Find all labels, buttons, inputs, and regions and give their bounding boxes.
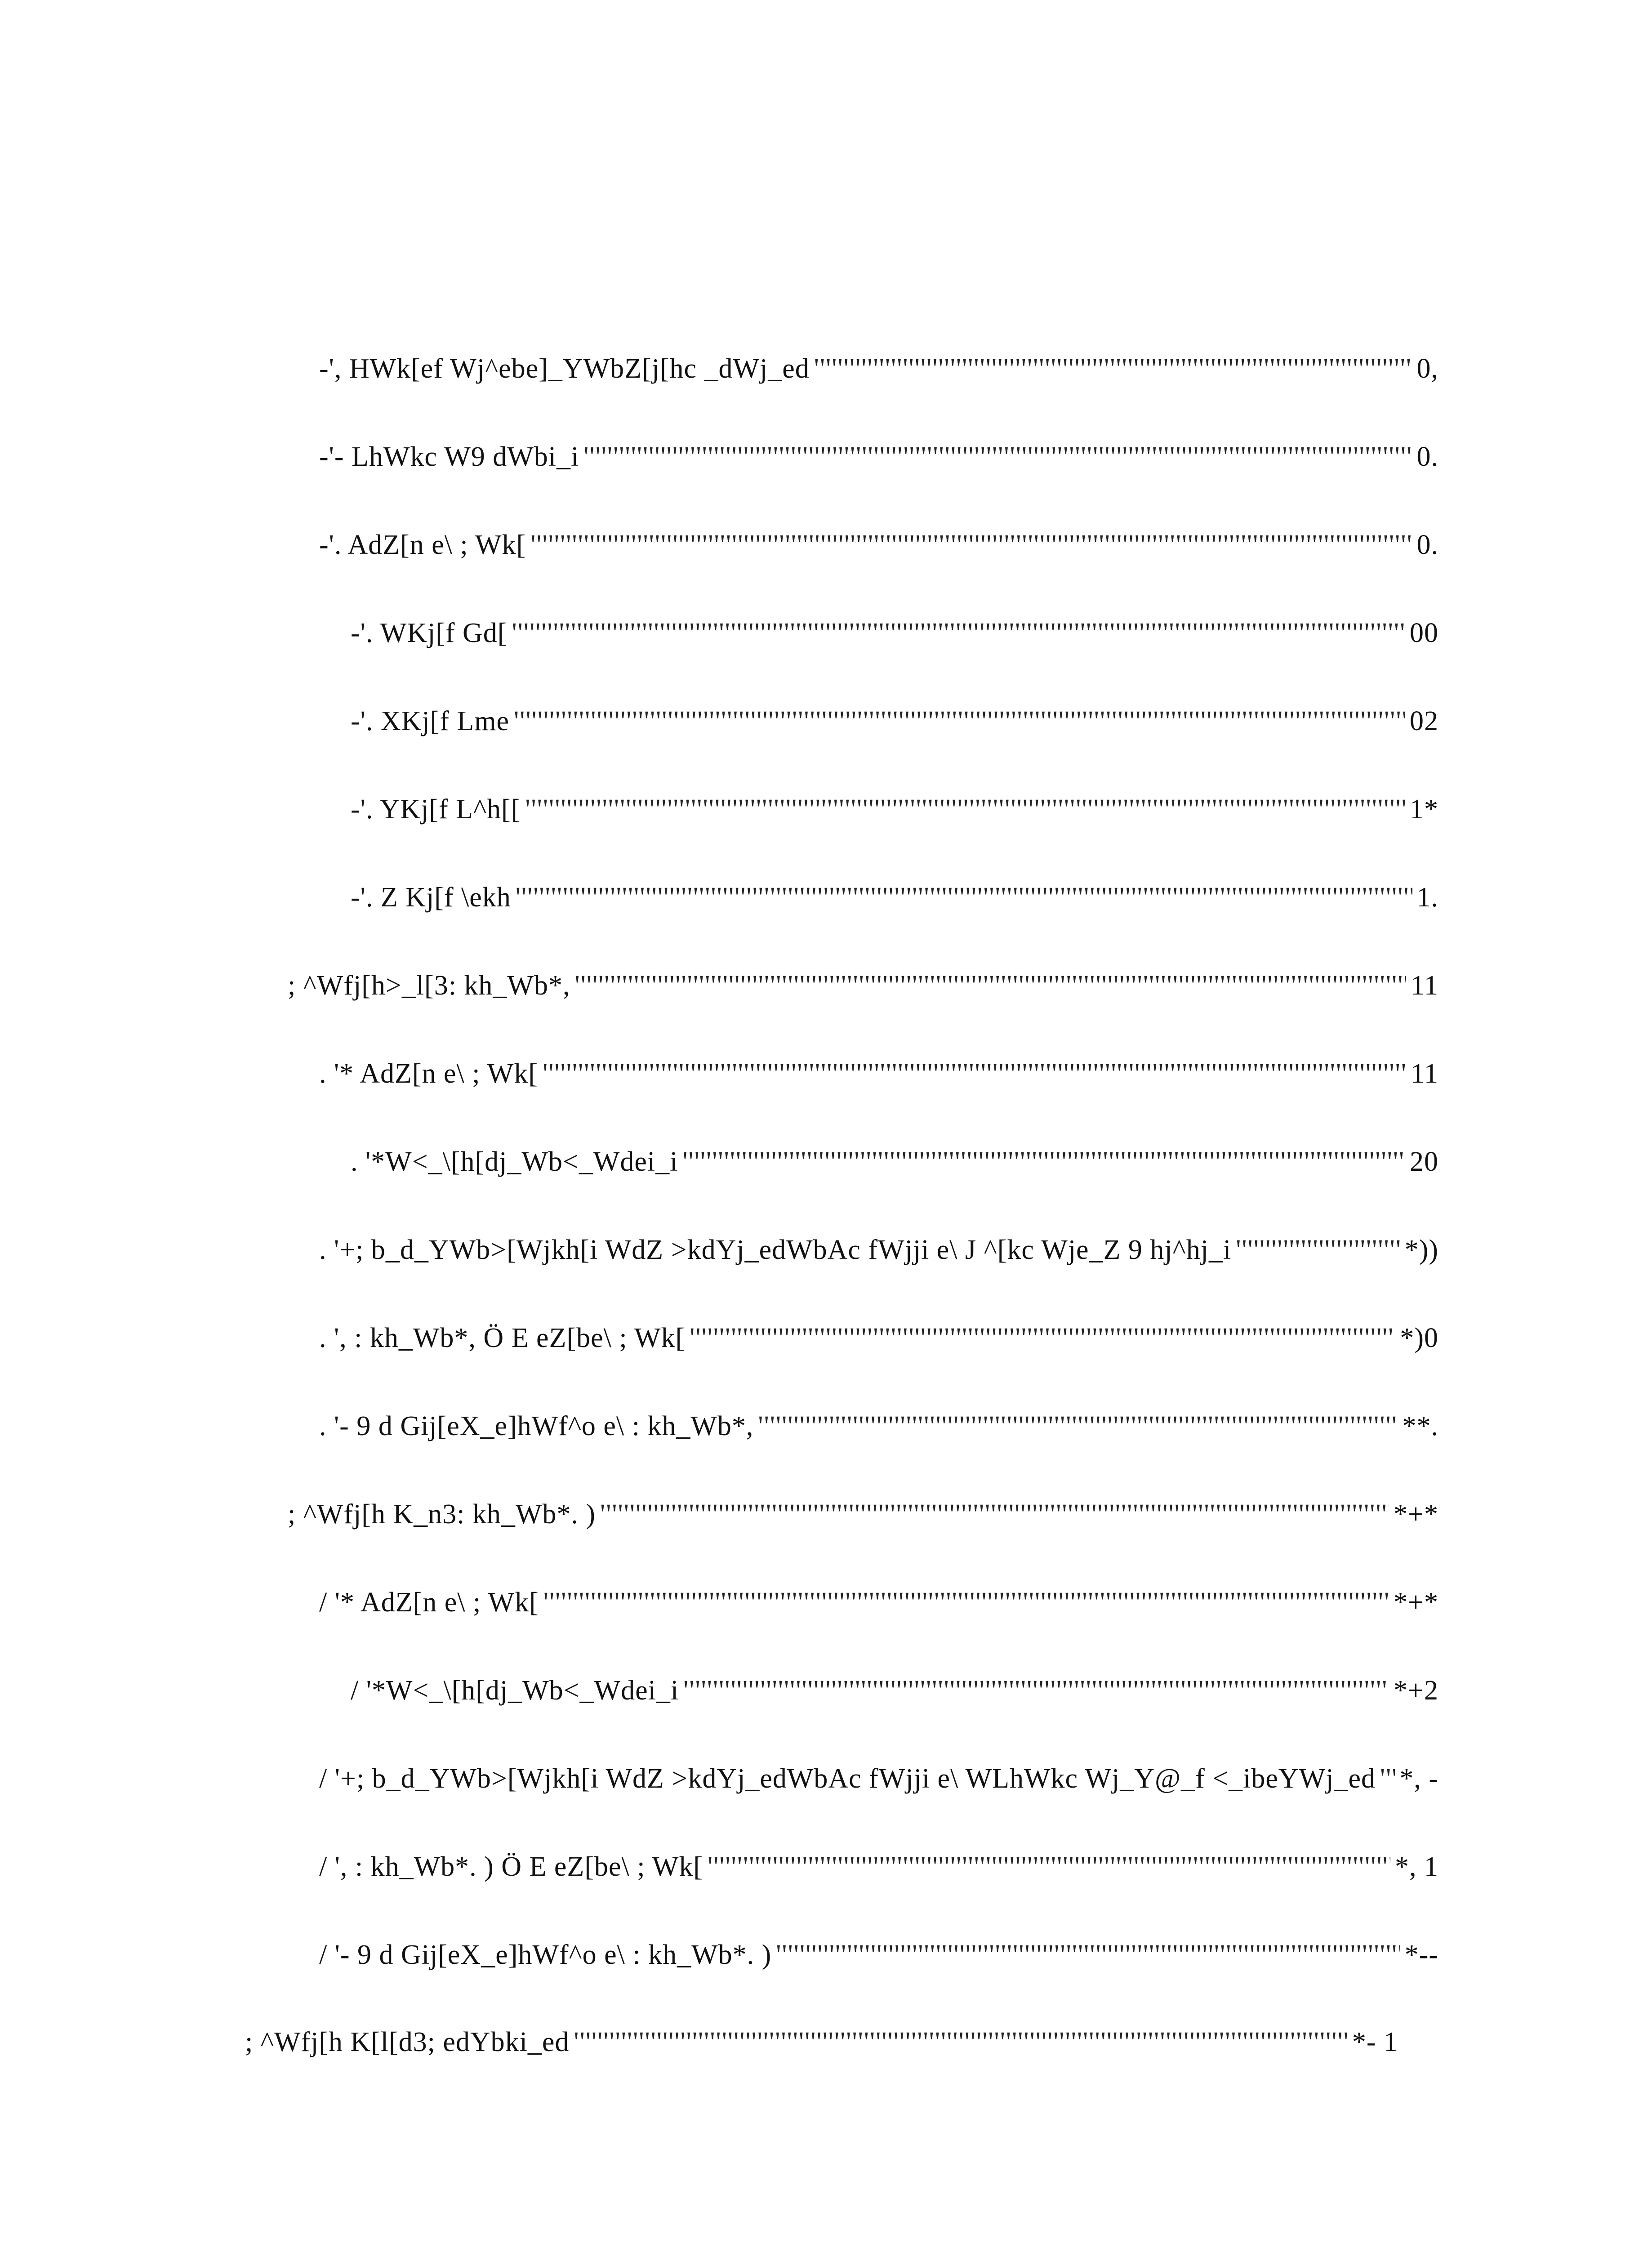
toc-chapter-entry [245,2024,1398,2060]
toc-leader-dots [516,879,1412,915]
toc-entry [319,1408,1438,1444]
toc-leader-dots [574,968,1406,1004]
toc-leader-dots [600,1496,1389,1532]
toc-entry-page: 1* [1410,794,1438,825]
toc-chapter-entry [288,968,1438,1004]
toc-leader-dots [583,439,1412,475]
toc-leader-dots [525,791,1405,827]
toc-chapter-entry [288,1496,1438,1532]
toc-entry [319,1056,1438,1092]
toc-entry-label: / ', : kh_Wb*. ) Ö E eZ[be\ ; Wk[ [319,1851,703,1882]
toc-leader-dots [1380,1761,1395,1797]
toc-entry-page: 20 [1410,1146,1438,1177]
toc-leader-dots [776,1937,1400,1973]
toc-leader-dots [708,1849,1390,1885]
toc-entry [319,527,1438,563]
toc-entry-page: *+* [1394,1587,1438,1618]
toc-entry-page: *)0 [1400,1323,1438,1353]
toc-entry-page: 0. [1416,530,1438,560]
toc-leader-dots [682,1144,1405,1180]
toc-entry-label: -', HWk[ef Wj^ebe]_YWbZ[j[hc _dWj_ed [319,353,810,384]
toc-entry-page: 11 [1411,1058,1438,1089]
toc-entry [351,791,1438,827]
toc-entry-page: *-- [1404,1940,1438,1970]
toc-entry-label: . '* AdZ[n e\ ; Wk[ [319,1058,539,1089]
toc-entry-label: ; ^Wfj[h>_l[3: kh_Wb*, [288,970,570,1001]
toc-entry-label: . '+; b_d_YWb>[Wjkh[i WdZ >kdYj_edWbAc fWjji e\ J ^[kc Wje_Z 9 hj^hj_i [319,1235,1232,1265]
toc-entry [319,1320,1438,1356]
toc-entry-label: ; ^Wfj[h K[l[d3; edYbki_ed [245,2027,570,2057]
toc-entry [319,1584,1438,1620]
toc-entry-label: / '*W<_\[h[dj_Wb<_Wdei_i [351,1675,679,1706]
toc-entry-label: -'. Z Kj[f \ekh [351,882,511,913]
toc-entry [351,1673,1438,1708]
toc-entry-page: 02 [1410,706,1438,736]
toc-entry-page: *- 1 [1352,2027,1398,2057]
toc-entry [319,1849,1438,1885]
toc-entry [351,615,1438,651]
toc-entry-page: **. [1402,1411,1438,1441]
toc-entry [319,1937,1438,1973]
toc-leader-dots [814,351,1412,387]
toc-entry-page: 11 [1411,970,1438,1001]
toc-leader-dots [574,2024,1347,2060]
toc-entry [319,439,1438,475]
toc-entry-label: / '- 9 d Gij[eX_e]hWf^o e\ : kh_Wb*. ) [319,1940,772,1970]
toc-entry-label: -'. WKj[f Gd[ [351,618,508,648]
toc-entry-label: -'. AdZ[n e\ ; Wk[ [319,530,526,560]
toc-leader-dots [530,527,1412,563]
toc-entry-label: . ', : kh_Wb*, Ö E eZ[be\ ; Wk[ [319,1323,686,1353]
toc-entry-label: / '* AdZ[n e\ ; Wk[ [319,1587,539,1618]
toc-entry-label: . '- 9 d Gij[eX_e]hWf^o e\ : kh_Wb*, [319,1411,754,1441]
toc-entry [319,1232,1438,1268]
toc-entry-page: 0, [1416,353,1438,384]
toc-entry-page: 1. [1416,882,1438,913]
toc-entry-label: -'- LhWkc W9 dWbi_i [319,442,579,472]
toc-entry-page: 00 [1410,618,1438,648]
toc-entry-label: -'. XKj[f Lme [351,706,510,736]
toc-leader-dots [690,1320,1395,1356]
toc-leader-dots [512,615,1405,651]
toc-entry-page: 0. [1416,442,1438,472]
toc-entry-label: -'. YKj[f L^h[[ [351,794,521,825]
toc-leader-dots [683,1673,1389,1708]
toc-leader-dots [1236,1232,1400,1268]
toc-entry-page: *, 1 [1395,1851,1438,1882]
toc-entry [319,1761,1438,1797]
toc-entry-page: *+* [1394,1499,1438,1530]
toc-leader-dots [543,1056,1406,1092]
toc-leader-dots [758,1408,1398,1444]
toc-entry [351,879,1438,915]
toc-entry-label: ; ^Wfj[h K_n3: kh_Wb*. ) [288,1499,596,1530]
toc-entry [351,703,1438,739]
toc-leader-dots [543,1584,1389,1620]
toc-entry-page: *)) [1404,1235,1438,1265]
toc-leader-dots [514,703,1405,739]
toc-entry-page: *, - [1399,1763,1438,1794]
toc-entry [351,1144,1438,1180]
toc-entry [319,351,1438,387]
toc-entry-page: *+2 [1394,1675,1438,1706]
toc-entry-label: . '*W<_\[h[dj_Wb<_Wdei_i [351,1146,678,1177]
toc-entry-label: / '+; b_d_YWb>[Wjkh[i WdZ >kdYj_edWbAc fWjji e\ WLhWkc Wj_Y@_f <_ibeYWj_ed [319,1763,1376,1794]
